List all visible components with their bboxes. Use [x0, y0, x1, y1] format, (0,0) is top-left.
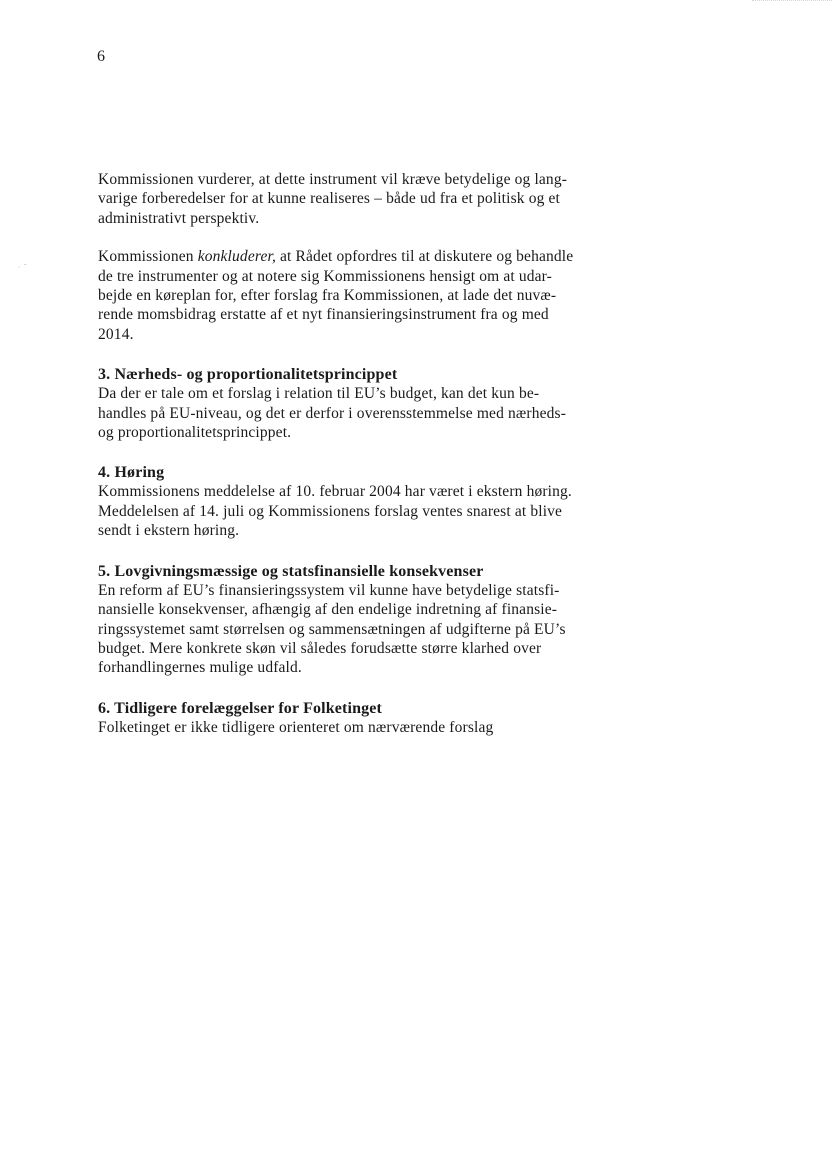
text-line: bejde en køreplan for, efter forslag fra Kommissionen, at lade det nuvæ- [98, 287, 557, 305]
text-fragment: Kommissionen [98, 248, 198, 266]
text-line: Meddelelsen af 14. juli og Kommissionens forslag ventes snarest at blive [98, 502, 563, 520]
text-line: sendt i ekstern høring. [98, 522, 240, 540]
text-line: nansielle konsekvenser, afhængig af den endelige indretning af finansie- [98, 601, 558, 619]
intro-paragraph-1 [98, 170, 638, 228]
emphasis-text: konkluderer, [197, 248, 276, 266]
section-heading: 6. Tidligere forelæggelser for Folketinget [98, 699, 383, 717]
text-line: Kommissionens meddelelse af 10. februar 2004 har været i ekstern høring. [98, 483, 572, 501]
text-line: Folketinget er ikke tidligere orienteret om nærværende forslag [98, 718, 494, 736]
text-line: handles på EU-niveau, og det er derfor i overensstemmelse med nærheds- [98, 404, 567, 422]
section-heading: 4. Høring [98, 464, 165, 482]
text-line: budget. Mere konkrete skøn vil således forudsætte større klarhed over [98, 639, 542, 657]
text-line: de tre instrumenter og at notere sig Kommissionens hensigt om at udar- [98, 267, 552, 285]
text-line: En reform af EU’s finansieringssystem vil kunne have betydelige statsfi- [98, 581, 560, 599]
scan-edge-noise [752, 0, 832, 7]
text-line: og proportionalitetsprincippet. [98, 424, 292, 442]
text-line: 2014. [98, 325, 134, 343]
paragraph-gap [98, 228, 638, 247]
text-line: ringssystemet samt størrelsen og sammensætningen af udgifterne på EU’s [98, 620, 566, 638]
section-body [98, 482, 638, 540]
section-body [98, 581, 638, 678]
document-body [98, 170, 638, 737]
text-line: Da der er tale om et forslag i relation til EU’s budget, kan det kun be- [98, 385, 540, 403]
section-subsidiarity [98, 365, 638, 442]
section-heading: 5. Lovgivningsmæssige og statsfinansielle konsekvenser [98, 562, 484, 580]
section-heading: 3. Nærheds- og proportionalitetsprincippet [98, 366, 398, 384]
intro-paragraph-2 [98, 247, 638, 344]
section-consequences [98, 562, 638, 678]
text-line: forhandlingernes mulige udfald. [98, 659, 302, 677]
scan-speck: · ˘ [18, 263, 28, 272]
page-number: 6 [97, 48, 105, 65]
text-line: Kommissionen vurderer, at dette instrument vil kræve betydelige og lang- [98, 171, 568, 188]
text-line [98, 247, 638, 266]
section-previous-submissions [98, 699, 638, 737]
section-body [98, 718, 638, 737]
text-line: administrativt perspektiv. [98, 209, 260, 227]
text-fragment: at Rådet opfordres til at diskutere og behandle [275, 248, 574, 266]
section-consultation [98, 463, 638, 540]
text-line: rende momsbidrag erstatte af et nyt finansieringsinstrument fra og med [98, 306, 549, 324]
section-body [98, 384, 638, 442]
text-line: varige forberedelser for at kunne realiseres – både ud fra et politisk og et [98, 190, 561, 208]
